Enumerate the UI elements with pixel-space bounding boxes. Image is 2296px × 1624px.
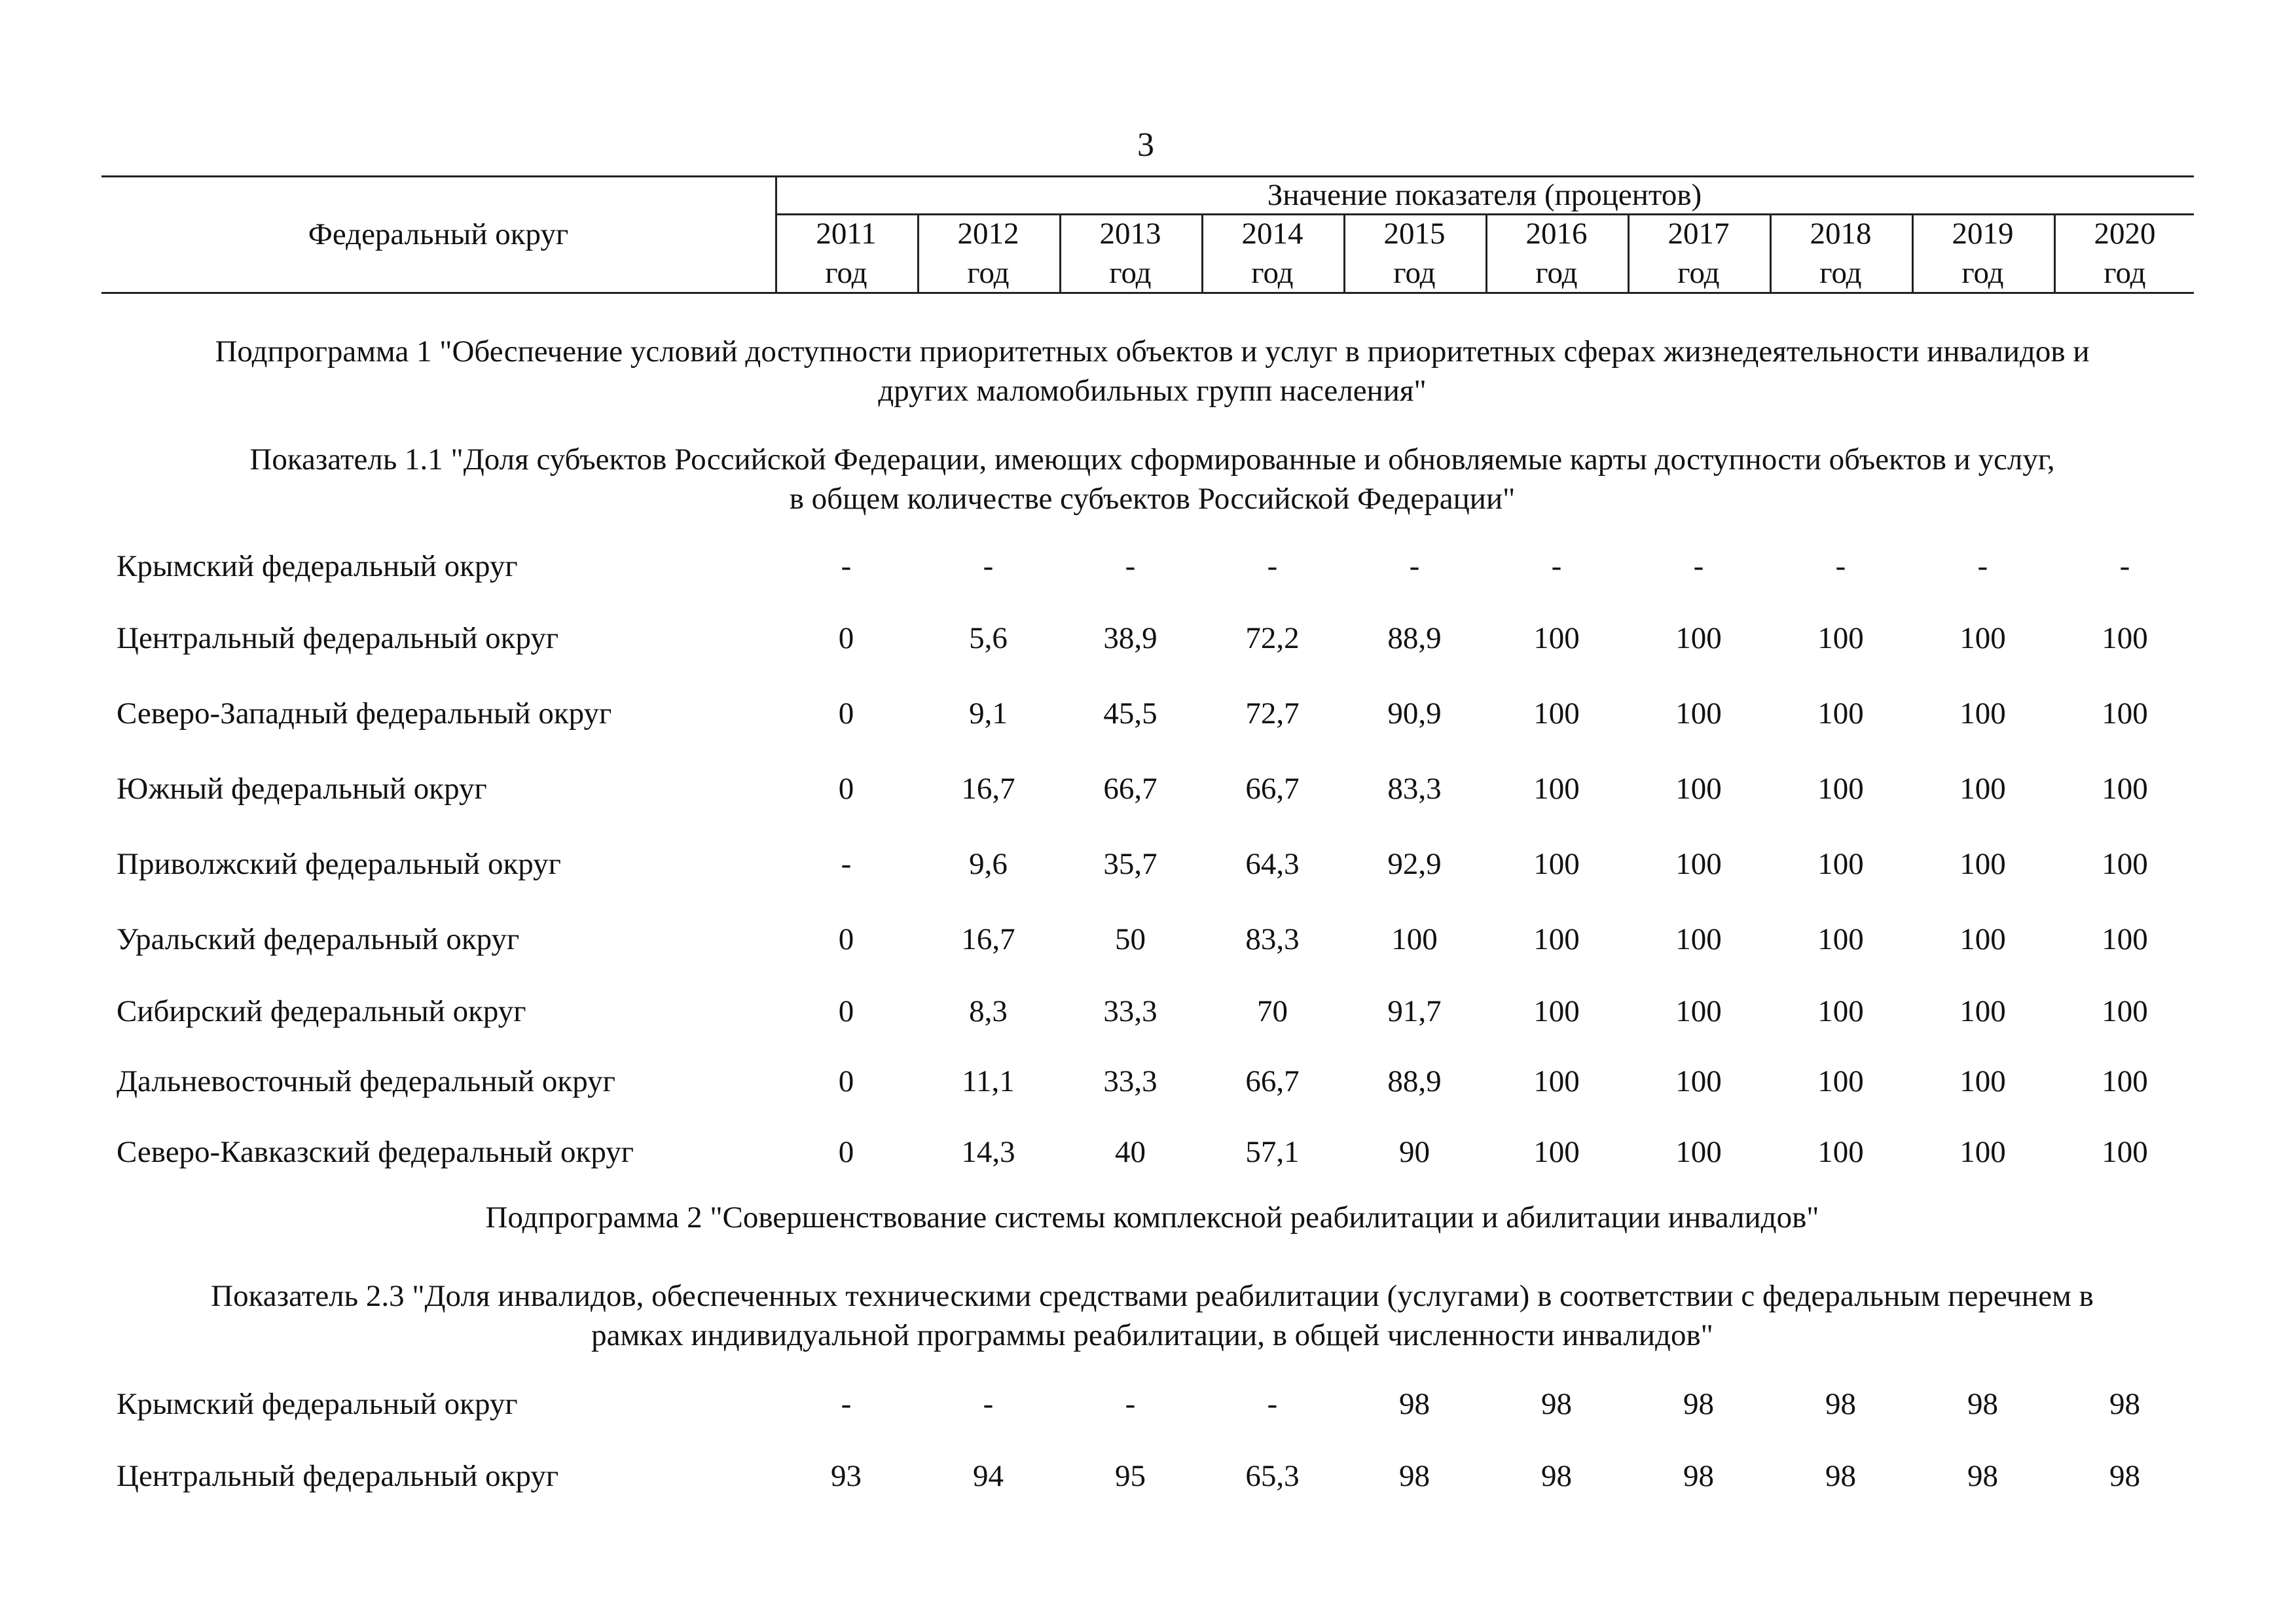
table-cell-value: 100 bbox=[1959, 994, 2006, 1028]
table-cell-value: 90 bbox=[1399, 1135, 1430, 1169]
table-cell-value: 100 bbox=[2102, 772, 2148, 806]
table-cell-value: - bbox=[1267, 549, 1278, 583]
header-bottom-rule bbox=[101, 292, 2194, 294]
table-cell-value: 8,3 bbox=[969, 994, 1008, 1028]
year-header-suffix: год bbox=[1535, 256, 1578, 290]
table-cell-value: 100 bbox=[1675, 696, 1722, 731]
table-cell-value: 16,7 bbox=[961, 772, 1015, 806]
district-label: Крымский федеральный округ bbox=[117, 1387, 518, 1421]
table-cell-value: - bbox=[983, 1387, 994, 1421]
year-header-2020: 2020 bbox=[2094, 217, 2156, 251]
table-cell-value: 9,1 bbox=[969, 696, 1008, 731]
year-header-2019: 2019 bbox=[1952, 217, 2014, 251]
table-cell-value: 98 bbox=[1825, 1387, 1856, 1421]
year-header-2016: 2016 bbox=[1525, 217, 1588, 251]
table-cell-value: 83,3 bbox=[1387, 772, 1442, 806]
indicator-title: Показатель 2.3 "Доля инвалидов, обеспеченных техническими средствами реабилитации (услугами) в соответствии с федеральным перечнем в bbox=[211, 1279, 2094, 1313]
indicator-title: рамках индивидуальной программы реабилитации, в общей численности инвалидов" bbox=[591, 1318, 1713, 1352]
table-cell-value: 100 bbox=[1675, 621, 1722, 655]
district-label: Северо-Кавказский федеральный округ bbox=[117, 1135, 634, 1169]
year-header-2017: 2017 bbox=[1667, 217, 1730, 251]
table-cell-value: 100 bbox=[1675, 1135, 1722, 1169]
table-cell-value: 100 bbox=[2102, 696, 2148, 731]
year-header-suffix: год bbox=[1961, 256, 2004, 290]
district-label: Уральский федеральный округ bbox=[117, 922, 520, 956]
year-header-suffix: год bbox=[967, 256, 1010, 290]
table-cell-value: 100 bbox=[1533, 847, 1580, 881]
table-cell-value: 98 bbox=[1825, 1459, 1856, 1493]
table-cell-value: 100 bbox=[1817, 922, 1864, 956]
table-cell-value: 100 bbox=[2102, 621, 2148, 655]
table-cell-value: 11,1 bbox=[962, 1064, 1015, 1098]
table-cell-value: - bbox=[1125, 549, 1136, 583]
table-cell-value: 100 bbox=[1675, 922, 1722, 956]
table-cell-value: 0 bbox=[838, 994, 854, 1028]
indicator-title: Показатель 1.1 "Доля субъектов Российской Федерации, имеющих сформированные и обновляемые карты доступности объектов и услуг, bbox=[249, 442, 2055, 477]
year-header-2014: 2014 bbox=[1241, 217, 1303, 251]
table-cell-value: 90,9 bbox=[1387, 696, 1442, 731]
table-cell-value: 100 bbox=[1959, 772, 2006, 806]
page-number: 3 bbox=[1137, 126, 1154, 164]
table-cell-value: 100 bbox=[1533, 772, 1580, 806]
year-header-2015: 2015 bbox=[1383, 217, 1446, 251]
district-label: Центральный федеральный округ bbox=[117, 1459, 559, 1493]
year-header-suffix: год bbox=[1677, 256, 1720, 290]
table-cell-value: 100 bbox=[2102, 994, 2148, 1028]
table-cell-value: 100 bbox=[1533, 621, 1580, 655]
table-cell-value: 0 bbox=[838, 1064, 854, 1098]
table-cell-value: 100 bbox=[1817, 1135, 1864, 1169]
table-cell-value: 100 bbox=[1959, 1135, 2006, 1169]
table-cell-value: 100 bbox=[1959, 922, 2006, 956]
table-cell-value: 70 bbox=[1257, 994, 1288, 1028]
table-cell-value: 100 bbox=[2102, 847, 2148, 881]
table-cell-value: 100 bbox=[1533, 1064, 1580, 1098]
table-cell-value: 100 bbox=[1533, 922, 1580, 956]
column-header-district: Федеральный округ bbox=[308, 217, 569, 251]
district-label: Дальневосточный федеральный округ bbox=[117, 1064, 615, 1098]
table-cell-value: - bbox=[1125, 1387, 1136, 1421]
table-cell-value: 40 bbox=[1115, 1135, 1146, 1169]
table-cell-value: 100 bbox=[1675, 772, 1722, 806]
table-cell-value: 94 bbox=[973, 1459, 1004, 1493]
subprogram-title: других маломобильных групп населения" bbox=[878, 374, 1427, 408]
table-cell-value: 66,7 bbox=[1245, 772, 1300, 806]
table-cell-value: 57,1 bbox=[1245, 1135, 1300, 1169]
table-cell-value: 100 bbox=[1817, 772, 1864, 806]
table-cell-value: 0 bbox=[838, 922, 854, 956]
district-label: Сибирский федеральный округ bbox=[117, 994, 526, 1028]
table-cell-value: 50 bbox=[1115, 922, 1146, 956]
table-cell-value: - bbox=[841, 847, 852, 881]
table-cell-value: 98 bbox=[1967, 1387, 1998, 1421]
table-cell-value: 100 bbox=[1817, 847, 1864, 881]
table-cell-value: 64,3 bbox=[1245, 847, 1300, 881]
table-cell-value: 98 bbox=[1541, 1459, 1572, 1493]
table-cell-value: 92,9 bbox=[1387, 847, 1442, 881]
table-cell-value: 91,7 bbox=[1387, 994, 1442, 1028]
table-cell-value: 98 bbox=[1399, 1387, 1430, 1421]
table-cell-value: - bbox=[1835, 549, 1846, 583]
table-cell-value: 83,3 bbox=[1245, 922, 1300, 956]
district-label: Центральный федеральный округ bbox=[117, 621, 559, 655]
district-label: Северо-Западный федеральный округ bbox=[117, 696, 612, 731]
year-header-suffix: год bbox=[1109, 256, 1152, 290]
year-header-suffix: год bbox=[1393, 256, 1436, 290]
table-cell-value: - bbox=[2119, 549, 2130, 583]
column-header-group: Значение показателя (процентов) bbox=[1267, 178, 1702, 212]
table-cell-value: - bbox=[1551, 549, 1562, 583]
table-cell-value: 0 bbox=[838, 696, 854, 731]
table-cell-value: - bbox=[1977, 549, 1988, 583]
table-cell-value: 98 bbox=[1683, 1459, 1714, 1493]
table-cell-value: 72,2 bbox=[1245, 621, 1300, 655]
table-cell-value: 45,5 bbox=[1103, 696, 1157, 731]
indicator-title: в общем количестве субъектов Российской Федерации" bbox=[789, 482, 1516, 516]
table-cell-value: 88,9 bbox=[1387, 621, 1442, 655]
table-cell-value: 98 bbox=[1399, 1459, 1430, 1493]
table-cell-value: 38,9 bbox=[1103, 621, 1157, 655]
table-cell-value: 72,7 bbox=[1245, 696, 1300, 731]
table-cell-value: 100 bbox=[1959, 1064, 2006, 1098]
table-cell-value: 16,7 bbox=[961, 922, 1015, 956]
year-header-suffix: год bbox=[2104, 256, 2146, 290]
table-cell-value: 14,3 bbox=[961, 1135, 1015, 1169]
table-cell-value: 100 bbox=[1675, 1064, 1722, 1098]
year-header-suffix: год bbox=[1819, 256, 1862, 290]
year-header-2011: 2011 bbox=[816, 217, 877, 251]
table-cell-value: 0 bbox=[838, 621, 854, 655]
table-cell-value: - bbox=[1267, 1387, 1278, 1421]
year-header-2012: 2012 bbox=[957, 217, 1019, 251]
table-cell-value: 66,7 bbox=[1245, 1064, 1300, 1098]
table-cell-value: 65,3 bbox=[1245, 1459, 1300, 1493]
table-cell-value: 9,6 bbox=[969, 847, 1008, 881]
table-cell-value: - bbox=[1409, 549, 1420, 583]
table-cell-value: 66,7 bbox=[1103, 772, 1157, 806]
table-cell-value: 0 bbox=[838, 772, 854, 806]
district-label: Крымский федеральный округ bbox=[117, 549, 518, 583]
subprogram-title: Подпрограмма 1 "Обеспечение условий доступности приоритетных объектов и услуг в приоритетных сферах жизнедеятельности инвалидов и bbox=[215, 334, 2090, 369]
table-cell-value: 98 bbox=[1683, 1387, 1714, 1421]
year-header-suffix: год bbox=[1251, 256, 1294, 290]
table-cell-value: 35,7 bbox=[1103, 847, 1157, 881]
table-cell-value: 100 bbox=[1817, 1064, 1864, 1098]
table-cell-value: 0 bbox=[838, 1135, 854, 1169]
table-cell-value: 100 bbox=[2102, 1064, 2148, 1098]
district-label: Южный федеральный округ bbox=[117, 772, 487, 806]
table-cell-value: - bbox=[983, 549, 994, 583]
table-cell-value: 100 bbox=[1959, 696, 2006, 731]
table-cell-value: 33,3 bbox=[1103, 994, 1157, 1028]
table-cell-value: 95 bbox=[1115, 1459, 1146, 1493]
table-cell-value: 100 bbox=[1817, 621, 1864, 655]
table-cell-value: 100 bbox=[1675, 994, 1722, 1028]
subprogram-title: Подпрограмма 2 "Совершенствование системы комплексной реабилитации и абилитации инвалидов" bbox=[485, 1200, 1819, 1235]
table-cell-value: - bbox=[1693, 549, 1704, 583]
table-cell-value: 100 bbox=[1533, 1135, 1580, 1169]
table-cell-value: 100 bbox=[1959, 847, 2006, 881]
table-cell-value: 100 bbox=[1817, 696, 1864, 731]
table-cell-value: 33,3 bbox=[1103, 1064, 1157, 1098]
table-cell-value: 98 bbox=[2109, 1459, 2140, 1493]
district-label: Приволжский федеральный округ bbox=[117, 847, 561, 881]
table-cell-value: 100 bbox=[2102, 1135, 2148, 1169]
table-cell-value: 5,6 bbox=[969, 621, 1008, 655]
table-cell-value: 98 bbox=[1541, 1387, 1572, 1421]
table-cell-value: 100 bbox=[1533, 696, 1580, 731]
table-cell-value: 100 bbox=[2102, 922, 2148, 956]
table-cell-value: 100 bbox=[1533, 994, 1580, 1028]
table-cell-value: 88,9 bbox=[1387, 1064, 1442, 1098]
table-cell-value: - bbox=[841, 1387, 852, 1421]
table-cell-value: - bbox=[841, 549, 852, 583]
table-cell-value: 98 bbox=[1967, 1459, 1998, 1493]
year-header-suffix: год bbox=[825, 256, 867, 290]
table-cell-value: 100 bbox=[1675, 847, 1722, 881]
table-cell-value: 100 bbox=[1817, 994, 1864, 1028]
year-header-2018: 2018 bbox=[1810, 217, 1872, 251]
table-cell-value: 100 bbox=[1391, 922, 1438, 956]
year-header-2013: 2013 bbox=[1099, 217, 1161, 251]
table-cell-value: 100 bbox=[1959, 621, 2006, 655]
table-cell-value: 93 bbox=[831, 1459, 862, 1493]
table-cell-value: 98 bbox=[2109, 1387, 2140, 1421]
